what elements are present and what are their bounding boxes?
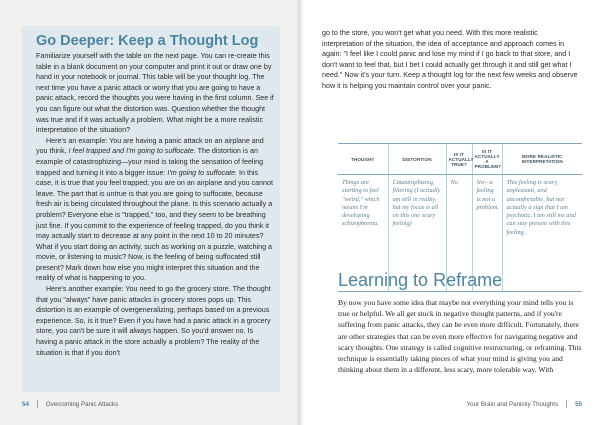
footer-divider <box>37 400 38 408</box>
table-header-thought: THOUGHT <box>338 144 388 175</box>
left-footer <box>22 398 280 410</box>
right-footer-title: Your Brain and Panicky Thoughts <box>466 400 559 408</box>
table-header-is-true: IS IT ACTUALLY TRUE? <box>446 144 472 175</box>
left-footer-title: Overcoming Panic Attacks <box>45 400 119 408</box>
right-page-number: 55 <box>575 400 582 408</box>
sidebar-paragraph-2-text-a: Here's an example: You are having a panic attack on an airplane and you think, <box>36 136 264 156</box>
sidebar-paragraph-2-emphasis-2: I'm going to suffocate. <box>167 168 238 177</box>
table-cell-is-problem: No—a feeling is not a problem. <box>472 175 502 292</box>
table-cell-is-true: No <box>446 175 472 292</box>
sidebar-paragraph-2-text-c: In this case, it is true that you feel trapped; you are on an airplane and you cannot leave. The part that is untrue is that you are going to suffocate, because fresh air is being circulated throughout the plane. Is this scenario actually a problem? Everyone else is "trapped," too, and they seem to be breathing just fine. If you commit to the experience of feeling trapped, do you think it may actually start to decrease at any point in the next 10 to 20 minutes? What if you start doing an activity, such as working on a puzzle, watching a movie, or listening to music? Now, is the feeling of being suffocated still present? Mark down how else you might interpret this situation and the reality of what is happening to you. <box>36 168 273 283</box>
sidebar-paragraph-2 <box>36 136 276 284</box>
table-header-is-problem: IS IT ACTUALLY A PROBLEM? <box>472 144 502 175</box>
sidebar-paragraph-3 <box>36 284 276 358</box>
right-top-text <box>322 28 580 92</box>
sidebar-paragraph-2-text-b: The distortion is an example of catastrophizing—your mind is taking the sensation of feeling trapped and turning it into a bigger issue: <box>36 147 264 177</box>
section-body: By now you have some idea that maybe not everything your mind tells you is true or helpful. We all get stuck in negative thought patterns, and if you're suffering from panic attacks, they can be even more difficult. Fortunately, there are other strategies that can be even more effective for navigating negative and scary thoughts. One strategy is called cognitive restructuring, or reframing. This technique is essentially taking pieces of what your mind is giving you and thinking about them in a different, less scary, more tolerable way. With <box>338 298 582 375</box>
table-header-realistic: MORE REALISTIC INTERPRETATION <box>502 144 582 175</box>
footer-divider <box>566 400 567 408</box>
table-header-distortion: DISTORTION <box>388 144 446 175</box>
right-top-paragraph: go to the store, you won't get what you need. With this more realistic interpretation of the situation, the idea of acceptance and approach comes in again: "I feel like I could panic and lose my mind if I go back to that store, and I don't want to feel that, but I bet I could actually get through it and still get what I need." Now it's your turn. Keep a thought log for the next few weeks and observe how it is helping you maintain control over your panic. <box>322 29 578 90</box>
sidebar-paragraph-1: Familiarize yourself with the table on the next page. You can re-create this table in a blank document on your computer and print it out or draw one by hand in your notebook or journal. This table will be your thought log. The next time you have a panic attack or worry that you are going to have a panic attack, record the thoughts you were having in the first column. See if you can figure out what the distortion was. Question whether the thought was true and if it was actually a problem. What might be a more realistic interpretation of the situation? <box>36 52 274 135</box>
left-page-number: 54 <box>22 400 29 408</box>
sidebar-paragraph-3-text-a: Here's another example: You need to go the grocery store. The thought that you "always" have panic attacks in grocery stores pops up. This distortion is an example of overgeneralizing, perhaps based on a previous experience. So, is it true? Even if you have had a panic attack in a grocery store, you can't be sure it will <box>36 285 271 336</box>
book-spine-shadow <box>296 0 304 425</box>
sidebar-title: Go Deeper: Keep a Thought Log <box>36 33 259 49</box>
section-title: Learning to Reframe <box>338 270 503 290</box>
table-cell-thought: Things are starting to feel "weird," which means I'm developing schizophrenia. <box>338 175 388 292</box>
sidebar-paragraph-2-emphasis-1: I feel trapped and I'm going to suffocate. <box>68 147 196 156</box>
table-cell-distortion: Catastrophizing, filtering (I actually am still in reality, but my focus is all on this one scary feeling) <box>388 175 446 292</box>
sidebar-paragraph-3-emphasis: always <box>129 327 152 336</box>
sidebar-body <box>36 51 276 358</box>
right-footer <box>338 398 582 410</box>
table-cell-realistic: This feeling is scary, unpleasant, and uncomfortable, but not actually a sign that I am psychotic. I am still me and can stay present with this feeling. <box>502 175 582 292</box>
sidebar-paragraph-3-text-b: happen. So you'd answer no. Is having a panic attack in the store actually a problem? The reality of the situation is that if you don't <box>36 327 260 357</box>
